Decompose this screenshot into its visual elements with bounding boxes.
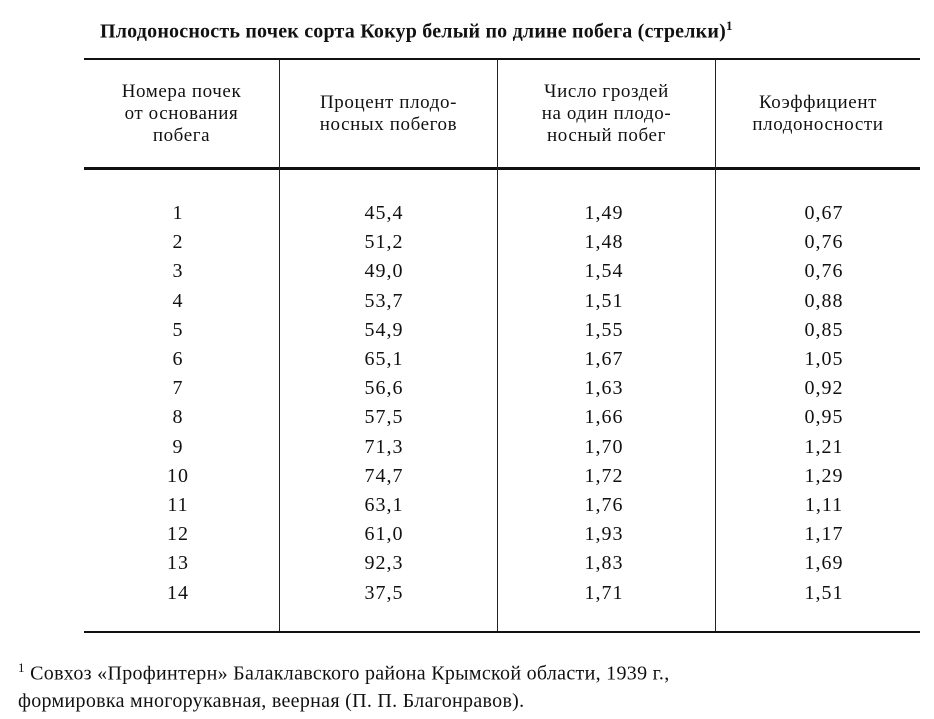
cell-fruitful-percent: 53,7 <box>364 289 404 312</box>
cell-bud-number: 6 <box>172 348 184 370</box>
cell-bud-number: 7 <box>172 377 184 400</box>
table-row <box>84 377 920 406</box>
cell-fruitfulness-coefficient: 1,51 <box>804 581 844 604</box>
table-row <box>84 348 920 377</box>
header-bud-number: Номера почек от основания побега <box>121 81 242 146</box>
cell-bud-number: 8 <box>172 406 184 429</box>
cell-bud-number: 14 <box>167 581 189 604</box>
table-row <box>84 231 920 260</box>
cell-bud-number: 13 <box>167 552 189 575</box>
table-title <box>100 18 920 44</box>
header-clusters-per-shoot: Число гроздей на один плодо- носный побег <box>541 81 672 146</box>
cell-bud-number: 1 <box>172 202 184 224</box>
header-fruitfulness-coefficient: Коэффициент плодоносности <box>752 92 884 135</box>
cell-fruitfulness-coefficient: 0,88 <box>804 289 844 312</box>
header-rule <box>84 167 920 170</box>
cell-bud-number: 5 <box>172 318 184 341</box>
cell-fruitfulness-coefficient: 0,85 <box>804 318 844 341</box>
table-row <box>84 465 920 494</box>
cell-fruitfulness-coefficient: 0,92 <box>804 377 844 400</box>
cell-fruitfulness-coefficient: 1,29 <box>804 464 844 487</box>
cell-clusters-per-shoot: 1,72 <box>584 464 624 487</box>
cell-clusters-per-shoot: 1,83 <box>584 552 624 575</box>
cell-bud-number: 9 <box>172 435 184 458</box>
cell-fruitful-percent: 49,0 <box>364 260 404 283</box>
cell-fruitfulness-coefficient: 0,95 <box>804 406 844 429</box>
cell-clusters-per-shoot: 1,48 <box>584 231 624 254</box>
cell-bud-number: 3 <box>172 260 184 283</box>
cell-fruitfulness-coefficient: 0,76 <box>804 231 844 254</box>
cell-clusters-per-shoot: 1,63 <box>584 377 624 400</box>
table-row <box>84 552 920 581</box>
title-footnote-mark: 1 <box>726 18 733 33</box>
table-row <box>84 582 920 611</box>
cell-fruitful-percent: 71,3 <box>364 435 404 458</box>
cell-fruitfulness-coefficient: 1,69 <box>804 552 844 575</box>
cell-clusters-per-shoot: 1,93 <box>584 523 624 546</box>
cell-fruitful-percent: 37,5 <box>364 581 404 604</box>
cell-fruitfulness-coefficient: 0,67 <box>804 202 844 224</box>
cell-fruitful-percent: 92,3 <box>364 552 404 575</box>
cell-clusters-per-shoot: 1,51 <box>584 289 624 312</box>
cell-fruitful-percent: 74,7 <box>364 464 404 487</box>
cell-clusters-per-shoot: 1,70 <box>584 435 624 458</box>
cell-clusters-per-shoot: 1,49 <box>584 202 624 224</box>
cell-bud-number: 4 <box>172 289 184 312</box>
cell-fruitful-percent: 51,2 <box>364 231 404 254</box>
cell-fruitfulness-coefficient: 1,17 <box>804 523 844 546</box>
cell-fruitful-percent: 45,4 <box>364 202 404 224</box>
cell-bud-number: 11 <box>167 494 189 516</box>
cell-bud-number: 10 <box>167 464 189 487</box>
cell-fruitful-percent: 65,1 <box>364 348 404 370</box>
cell-bud-number: 2 <box>172 231 184 254</box>
table-row <box>84 494 920 523</box>
cell-clusters-per-shoot: 1,66 <box>584 406 624 429</box>
cell-fruitfulness-coefficient: 1,21 <box>804 435 844 458</box>
table-row <box>84 406 920 435</box>
footnote-line-1 <box>18 654 918 688</box>
bottom-rule <box>84 631 920 633</box>
top-rule <box>84 58 920 60</box>
table-row <box>84 260 920 289</box>
cell-fruitfulness-coefficient: 0,76 <box>804 260 844 283</box>
cell-fruitful-percent: 63,1 <box>364 494 404 516</box>
cell-fruitfulness-coefficient: 1,05 <box>804 348 844 370</box>
cell-clusters-per-shoot: 1,55 <box>584 318 624 341</box>
table-row <box>84 202 920 231</box>
cell-fruitfulness-coefficient: 1,11 <box>804 494 844 516</box>
cell-clusters-per-shoot: 1,76 <box>584 494 624 516</box>
cell-fruitful-percent: 57,5 <box>364 406 404 429</box>
cell-clusters-per-shoot: 1,67 <box>584 348 624 370</box>
cell-fruitful-percent: 54,9 <box>364 318 404 341</box>
table-row <box>84 436 920 465</box>
cell-bud-number: 12 <box>167 523 189 546</box>
footnote-text-1: Совхоз «Профинтерн» Балаклавского района Крымской области, 1939 г., <box>30 662 670 685</box>
header-fruitful-percent: Процент плодо- носных побегов <box>319 92 458 135</box>
cell-fruitful-percent: 61,0 <box>364 523 404 546</box>
table-title-text: Плодоносность почек сорта Кокур белый по длине побега (стрелки) <box>100 20 726 43</box>
cell-clusters-per-shoot: 1,54 <box>584 260 624 283</box>
table-row <box>84 319 920 348</box>
footnote <box>18 654 918 715</box>
table-row <box>84 290 920 319</box>
table-row <box>84 523 920 552</box>
footnote-line-2: формировка многорукавная, веерная (П. П. Благонравов). <box>18 689 525 712</box>
cell-fruitful-percent: 56,6 <box>364 377 404 400</box>
footnote-mark: 1 <box>18 660 25 675</box>
cell-clusters-per-shoot: 1,71 <box>584 581 624 604</box>
